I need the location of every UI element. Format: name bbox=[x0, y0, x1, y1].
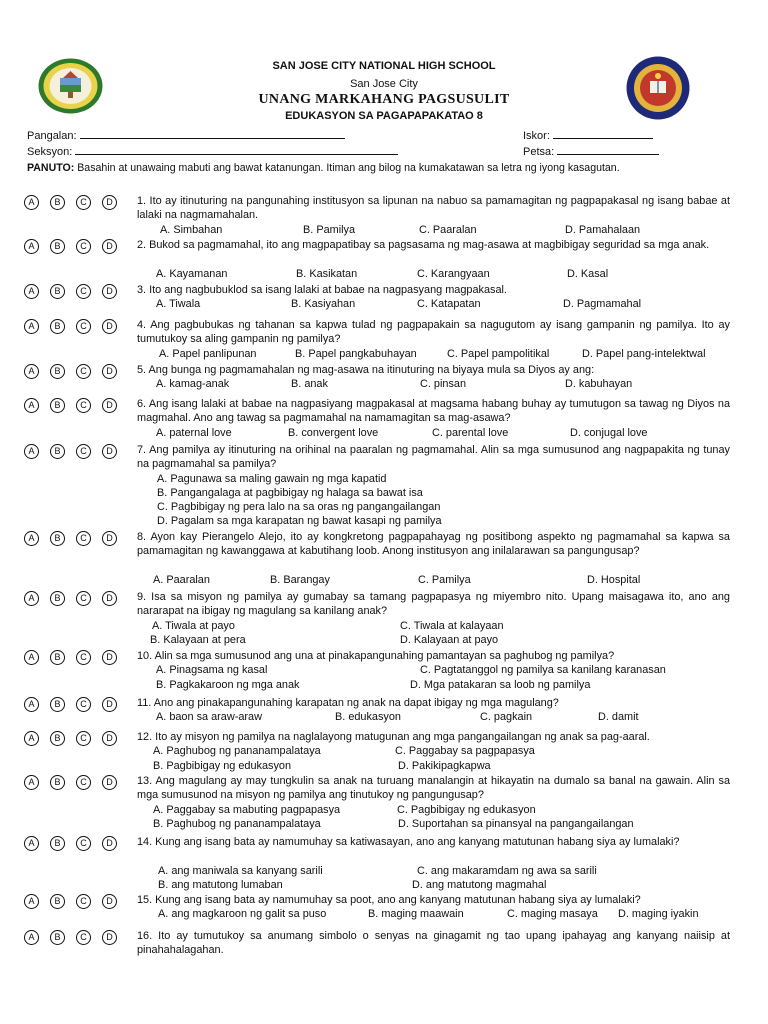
option-c: C. Pamilya bbox=[418, 574, 471, 587]
bubble-b[interactable]: B bbox=[50, 444, 65, 459]
option-d: D. Papel pang-intelektwal bbox=[582, 347, 706, 360]
option-d: D. Mga patakaran sa loob ng pamilya bbox=[410, 678, 591, 691]
bubble-a[interactable]: A bbox=[24, 284, 39, 299]
bubble-a[interactable]: A bbox=[24, 930, 39, 945]
option-b: B. Kasiyahan bbox=[291, 298, 356, 311]
option-d: D. Suportahan sa pinansyal na pangangailangan bbox=[398, 818, 634, 830]
option-c: C. Paggabay sa pagpapasya bbox=[395, 745, 535, 758]
question-text: 13. Ang magulang ay may tungkulin sa anak na turuang manalangin at hikayatin na dumalo sa banal na gawain. Alin sa mga sumusunod na misyon ng pamilya ang tinutukoy ng pangungusap? bbox=[137, 775, 730, 802]
option-a: A. Pagunawa sa maling gawain ng mga kapatid bbox=[157, 472, 387, 485]
section-field[interactable] bbox=[27, 144, 398, 158]
bubble-b[interactable]: B bbox=[50, 284, 65, 299]
bubble-c[interactable]: C bbox=[76, 731, 91, 746]
question-text: 10. Alin sa mga sumusunod ang una at pinakapangunahing pamantayan sa paghubog ng pamilya? bbox=[137, 650, 615, 662]
option-d: D. kabuhayan bbox=[565, 378, 633, 391]
instructions bbox=[27, 162, 620, 174]
bubble-a[interactable]: A bbox=[24, 731, 39, 746]
question-text: 3. Ito ang nagbubuklod sa isang lalaki at babae na nagpasyang magpakasal. bbox=[137, 284, 507, 296]
option-a: A. Paghubog ng pananampalataya bbox=[153, 745, 321, 758]
option-b: B. Kasikatan bbox=[296, 267, 358, 280]
question-text: 14. Kung ang isang bata ay namumuhay sa katiwasayan, ano ang kanyang matutunan habang siya ay lumalaki? bbox=[137, 836, 680, 848]
bubble-d[interactable]: D bbox=[102, 444, 117, 459]
question-text: 4. Ang pagbubukas ng tahanan sa kapwa tulad ng pagpapakain sa nagugutom ay isang gampanin ng pamilya. Ito ay tumutukoy sa aling gampanin ng pamilya? bbox=[137, 319, 730, 346]
option-b: B. convergent love bbox=[288, 426, 379, 439]
question-text: 12. Ito ay misyon ng pamilya na naglalayong matugunan ang mga pangangailangan ng anak sa pag-aaral. bbox=[137, 731, 650, 743]
bubble-a[interactable]: A bbox=[24, 531, 39, 546]
question-text: 8. Ayon kay Pierangelo Alejo, ito ay kongkretong pagpapahayag ng positibong aspekto ng pagmamahal sa kapwa sa pamamagitan ng kawanggawa at kabutihang loob. Anong institusyon ang inilalarawan sa pangungusap? bbox=[137, 531, 730, 558]
bubble-c[interactable]: C bbox=[76, 697, 91, 712]
option-c: C. Karangyaan bbox=[417, 267, 490, 280]
bubble-a[interactable]: A bbox=[24, 894, 39, 909]
bubble-a[interactable]: A bbox=[24, 239, 39, 254]
bubble-d[interactable]: D bbox=[102, 650, 117, 665]
bubble-d[interactable]: D bbox=[102, 195, 117, 210]
bubble-b[interactable]: B bbox=[50, 319, 65, 334]
option-b: B. maging maawain bbox=[368, 908, 464, 921]
question-text: 9. Isa sa misyon ng pamilya ay gumabay sa tamang pagpapasya ng miyembro nito. Upang maisagawa ito, ano ang nararapat na ibigay ng magulang sa kanilang anak? bbox=[137, 591, 730, 618]
bubble-b[interactable]: B bbox=[50, 195, 65, 210]
option-b: B. ang matutong lumaban bbox=[158, 879, 283, 891]
option-a: A. Tiwala at payo bbox=[152, 619, 235, 632]
bubble-d[interactable]: D bbox=[102, 319, 117, 334]
bubble-a[interactable]: A bbox=[24, 398, 39, 413]
option-a: A. baon sa araw-araw bbox=[156, 711, 262, 724]
bubble-d[interactable]: D bbox=[102, 775, 117, 790]
score-field[interactable] bbox=[523, 128, 653, 142]
bubble-a[interactable]: A bbox=[24, 775, 39, 790]
section-label: Seksyon: bbox=[27, 146, 73, 158]
bubble-a[interactable]: A bbox=[24, 836, 39, 851]
school-name: SAN JOSE CITY NATIONAL HIGH SCHOOL bbox=[272, 60, 496, 72]
bubble-b[interactable]: B bbox=[50, 836, 65, 851]
bubble-b[interactable]: B bbox=[50, 398, 65, 413]
option-c: C. Paaralan bbox=[419, 223, 477, 236]
option-a: A. kamag-anak bbox=[156, 378, 230, 391]
bubble-a[interactable]: A bbox=[24, 319, 39, 334]
bubble-c[interactable]: C bbox=[76, 398, 91, 413]
bubble-a[interactable]: A bbox=[24, 444, 39, 459]
option-a: A. Tiwala bbox=[156, 298, 201, 311]
option-d: D. damit bbox=[598, 711, 639, 724]
option-b: B. Pagbibigay ng edukasyon bbox=[153, 759, 292, 772]
bubble-d[interactable]: D bbox=[102, 398, 117, 413]
option-b: B. Barangay bbox=[270, 574, 330, 587]
bubble-c[interactable]: C bbox=[76, 239, 91, 254]
option-c: C. parental love bbox=[432, 426, 509, 439]
question-text: 2. Bukod sa pagmamahal, ito ang magpapatibay sa pagsasama ng mag-asawa at magbibigay seguridad sa mga anak. bbox=[137, 239, 710, 251]
option-b: B. Pangangalaga at pagbibigay ng halaga sa bawat isa bbox=[157, 487, 423, 499]
option-c: C. pinsan bbox=[420, 378, 467, 391]
option-a: A. Simbahan bbox=[160, 223, 223, 236]
bubble-a[interactable]: A bbox=[24, 591, 39, 606]
bubble-d[interactable]: D bbox=[102, 591, 117, 606]
bubble-c[interactable]: C bbox=[76, 195, 91, 210]
option-d: D. Pagalam sa mga karapatan ng bawat kasapi ng pamilya bbox=[157, 515, 442, 528]
option-c: C. pagkain bbox=[480, 711, 533, 724]
bubble-d[interactable]: D bbox=[102, 239, 117, 254]
bubble-b[interactable]: B bbox=[50, 894, 65, 909]
option-a: A. paternal love bbox=[156, 426, 232, 439]
bubble-b[interactable]: B bbox=[50, 591, 65, 606]
bubble-b[interactable]: B bbox=[50, 650, 65, 665]
question-text: 7. Ang pamilya ay itinuturing na orihinal na paaralan ng pagmamahal. Alin sa mga sumusunod ang nagpapakita ng tunay na pagmamahal sa pamilya? bbox=[137, 444, 730, 471]
score-line[interactable] bbox=[553, 128, 653, 139]
section-line[interactable] bbox=[75, 144, 398, 155]
question-text: 16. Ito ay tumutukoy sa anumang simbolo o senyas na ginagamit ng tao upang ipahayag ang kanyang naiisip at pinahahalagahan. bbox=[137, 930, 730, 957]
bubble-c[interactable]: C bbox=[76, 894, 91, 909]
subject-title: EDUKASYON SA PAGAPAPAKATAO 8 bbox=[285, 110, 483, 122]
name-field[interactable] bbox=[27, 128, 345, 142]
option-b: B. Paghubog ng pananampalataya bbox=[153, 818, 321, 830]
bubble-d[interactable]: D bbox=[102, 731, 117, 746]
bubble-b[interactable]: B bbox=[50, 775, 65, 790]
option-c: C. Papel pampolitikal bbox=[447, 347, 550, 360]
bubble-c[interactable]: C bbox=[76, 364, 91, 379]
option-d: D. Pagmamahal bbox=[563, 298, 642, 311]
bubble-d[interactable]: D bbox=[102, 697, 117, 712]
bubble-a[interactable]: A bbox=[24, 650, 39, 665]
bubble-d[interactable]: D bbox=[102, 836, 117, 851]
bubble-a[interactable]: A bbox=[24, 195, 39, 210]
option-a: A. Paaralan bbox=[153, 574, 210, 587]
bubble-c[interactable]: C bbox=[76, 775, 91, 790]
exam-title: UNANG MARKAHANG PAGSUSULIT bbox=[258, 92, 510, 107]
option-d: D. conjugal love bbox=[570, 426, 648, 439]
bubble-c[interactable]: C bbox=[76, 284, 91, 299]
question-text: 1. Ito ay itinuturing na pangunahing institusyon sa lipunan na nabuo sa pamamagitan ng pagpapakasal ng isang babae at lalaki na nagmamahalan. bbox=[137, 195, 730, 222]
option-c: C. maging masaya bbox=[507, 908, 598, 921]
option-c: C. Katapatan bbox=[417, 298, 481, 311]
instructions-label: PANUTO: bbox=[27, 162, 75, 174]
option-b: B. Kalayaan at pera bbox=[150, 634, 246, 646]
bubble-b[interactable]: B bbox=[50, 531, 65, 546]
option-c: C. Pagtatanggol ng pamilya sa kanilang karanasan bbox=[420, 664, 666, 677]
bubble-b[interactable]: B bbox=[50, 731, 65, 746]
option-b: B. anak bbox=[291, 378, 328, 391]
question-text: 5. Ang bunga ng pagmamahalan ng mag-asawa na itinuturing na biyaya mula sa Diyos ay ang: bbox=[137, 364, 595, 376]
option-b: B. edukasyon bbox=[335, 711, 401, 724]
bubble-a[interactable]: A bbox=[24, 364, 39, 379]
bubble-d[interactable]: D bbox=[102, 284, 117, 299]
bubble-c[interactable]: C bbox=[76, 531, 91, 546]
option-d: D. ang matutong magmahal bbox=[412, 879, 547, 891]
option-c: C. ang makaramdam ng awa sa sarili bbox=[417, 864, 597, 877]
bubble-c[interactable]: C bbox=[76, 444, 91, 459]
option-a: A. Paggabay sa mabuting pagpapasya bbox=[153, 803, 341, 816]
option-b: B. Pagkakaroon ng mga anak bbox=[156, 678, 300, 691]
option-d: D. Pakikipagkapwa bbox=[398, 759, 491, 772]
date-field[interactable] bbox=[523, 144, 659, 158]
bubble-b[interactable]: B bbox=[50, 697, 65, 712]
option-a: A. Kayamanan bbox=[156, 267, 228, 280]
option-d: D. Kalayaan at payo bbox=[400, 634, 499, 646]
name-label: Pangalan: bbox=[27, 130, 77, 142]
question-text: 6. Ang isang lalaki at babae na nagpasiyang magpakasal at magsama habang buhay ay tumutugon sa tawag ng Diyos na magmahal. Ano ang tawag sa pagmamahal na namamagitan sa mag-asawa? bbox=[137, 398, 730, 425]
bubble-c[interactable]: C bbox=[76, 319, 91, 334]
score-label: Iskor: bbox=[523, 130, 550, 142]
option-a: A. Papel panlipunan bbox=[159, 347, 257, 360]
bubble-c[interactable]: C bbox=[76, 650, 91, 665]
bubble-c[interactable]: C bbox=[76, 930, 91, 945]
bubble-a[interactable]: A bbox=[24, 697, 39, 712]
bubble-b[interactable]: B bbox=[50, 364, 65, 379]
date-line[interactable] bbox=[557, 144, 659, 155]
option-c: C. Tiwala at kalayaan bbox=[400, 619, 504, 632]
bubble-b[interactable]: B bbox=[50, 930, 65, 945]
option-d: D. Pamahalaan bbox=[565, 223, 641, 236]
question-text: 11. Ano ang pinakapangunahing karapatan ng anak na dapat ibigay ng mga magulang? bbox=[137, 697, 559, 709]
bubble-d[interactable]: D bbox=[102, 930, 117, 945]
option-c: C. Pagbibigay ng pera lalo na sa oras ng pangangailangan bbox=[157, 501, 441, 514]
question-text: 15. Kung ang isang bata ay namumuhay sa poot, ano ang kanyang matutunan habang siya ay lumalaki? bbox=[137, 894, 641, 906]
bubble-c[interactable]: C bbox=[76, 836, 91, 851]
name-line[interactable] bbox=[80, 128, 345, 139]
bubble-d[interactable]: D bbox=[102, 364, 117, 379]
bubble-c[interactable]: C bbox=[76, 591, 91, 606]
option-d: D. Kasal bbox=[567, 267, 609, 280]
option-d: D. maging iyakin bbox=[618, 908, 699, 921]
date-label: Petsa: bbox=[523, 146, 555, 158]
bubble-d[interactable]: D bbox=[102, 894, 117, 909]
bubble-d[interactable]: D bbox=[102, 531, 117, 546]
option-b: B. Papel pangkabuhayan bbox=[295, 347, 417, 360]
option-a: A. Pinagsama ng kasal bbox=[156, 664, 268, 677]
option-a: A. ang maniwala sa kanyang sarili bbox=[158, 864, 323, 877]
instructions-text: Basahin at unawaing mabuti ang bawat katanungan. Itiman ang bilog na kumakatawan sa letra ng iyong kasagutan. bbox=[77, 162, 620, 174]
city-name: San Jose City bbox=[350, 78, 418, 90]
option-d: D. Hospital bbox=[587, 574, 641, 587]
option-a: A. ang magkaroon ng galit sa puso bbox=[158, 908, 327, 921]
option-c: C. Pagbibigay ng edukasyon bbox=[397, 803, 536, 816]
bubble-b[interactable]: B bbox=[50, 239, 65, 254]
option-b: B. Pamilya bbox=[303, 223, 356, 236]
